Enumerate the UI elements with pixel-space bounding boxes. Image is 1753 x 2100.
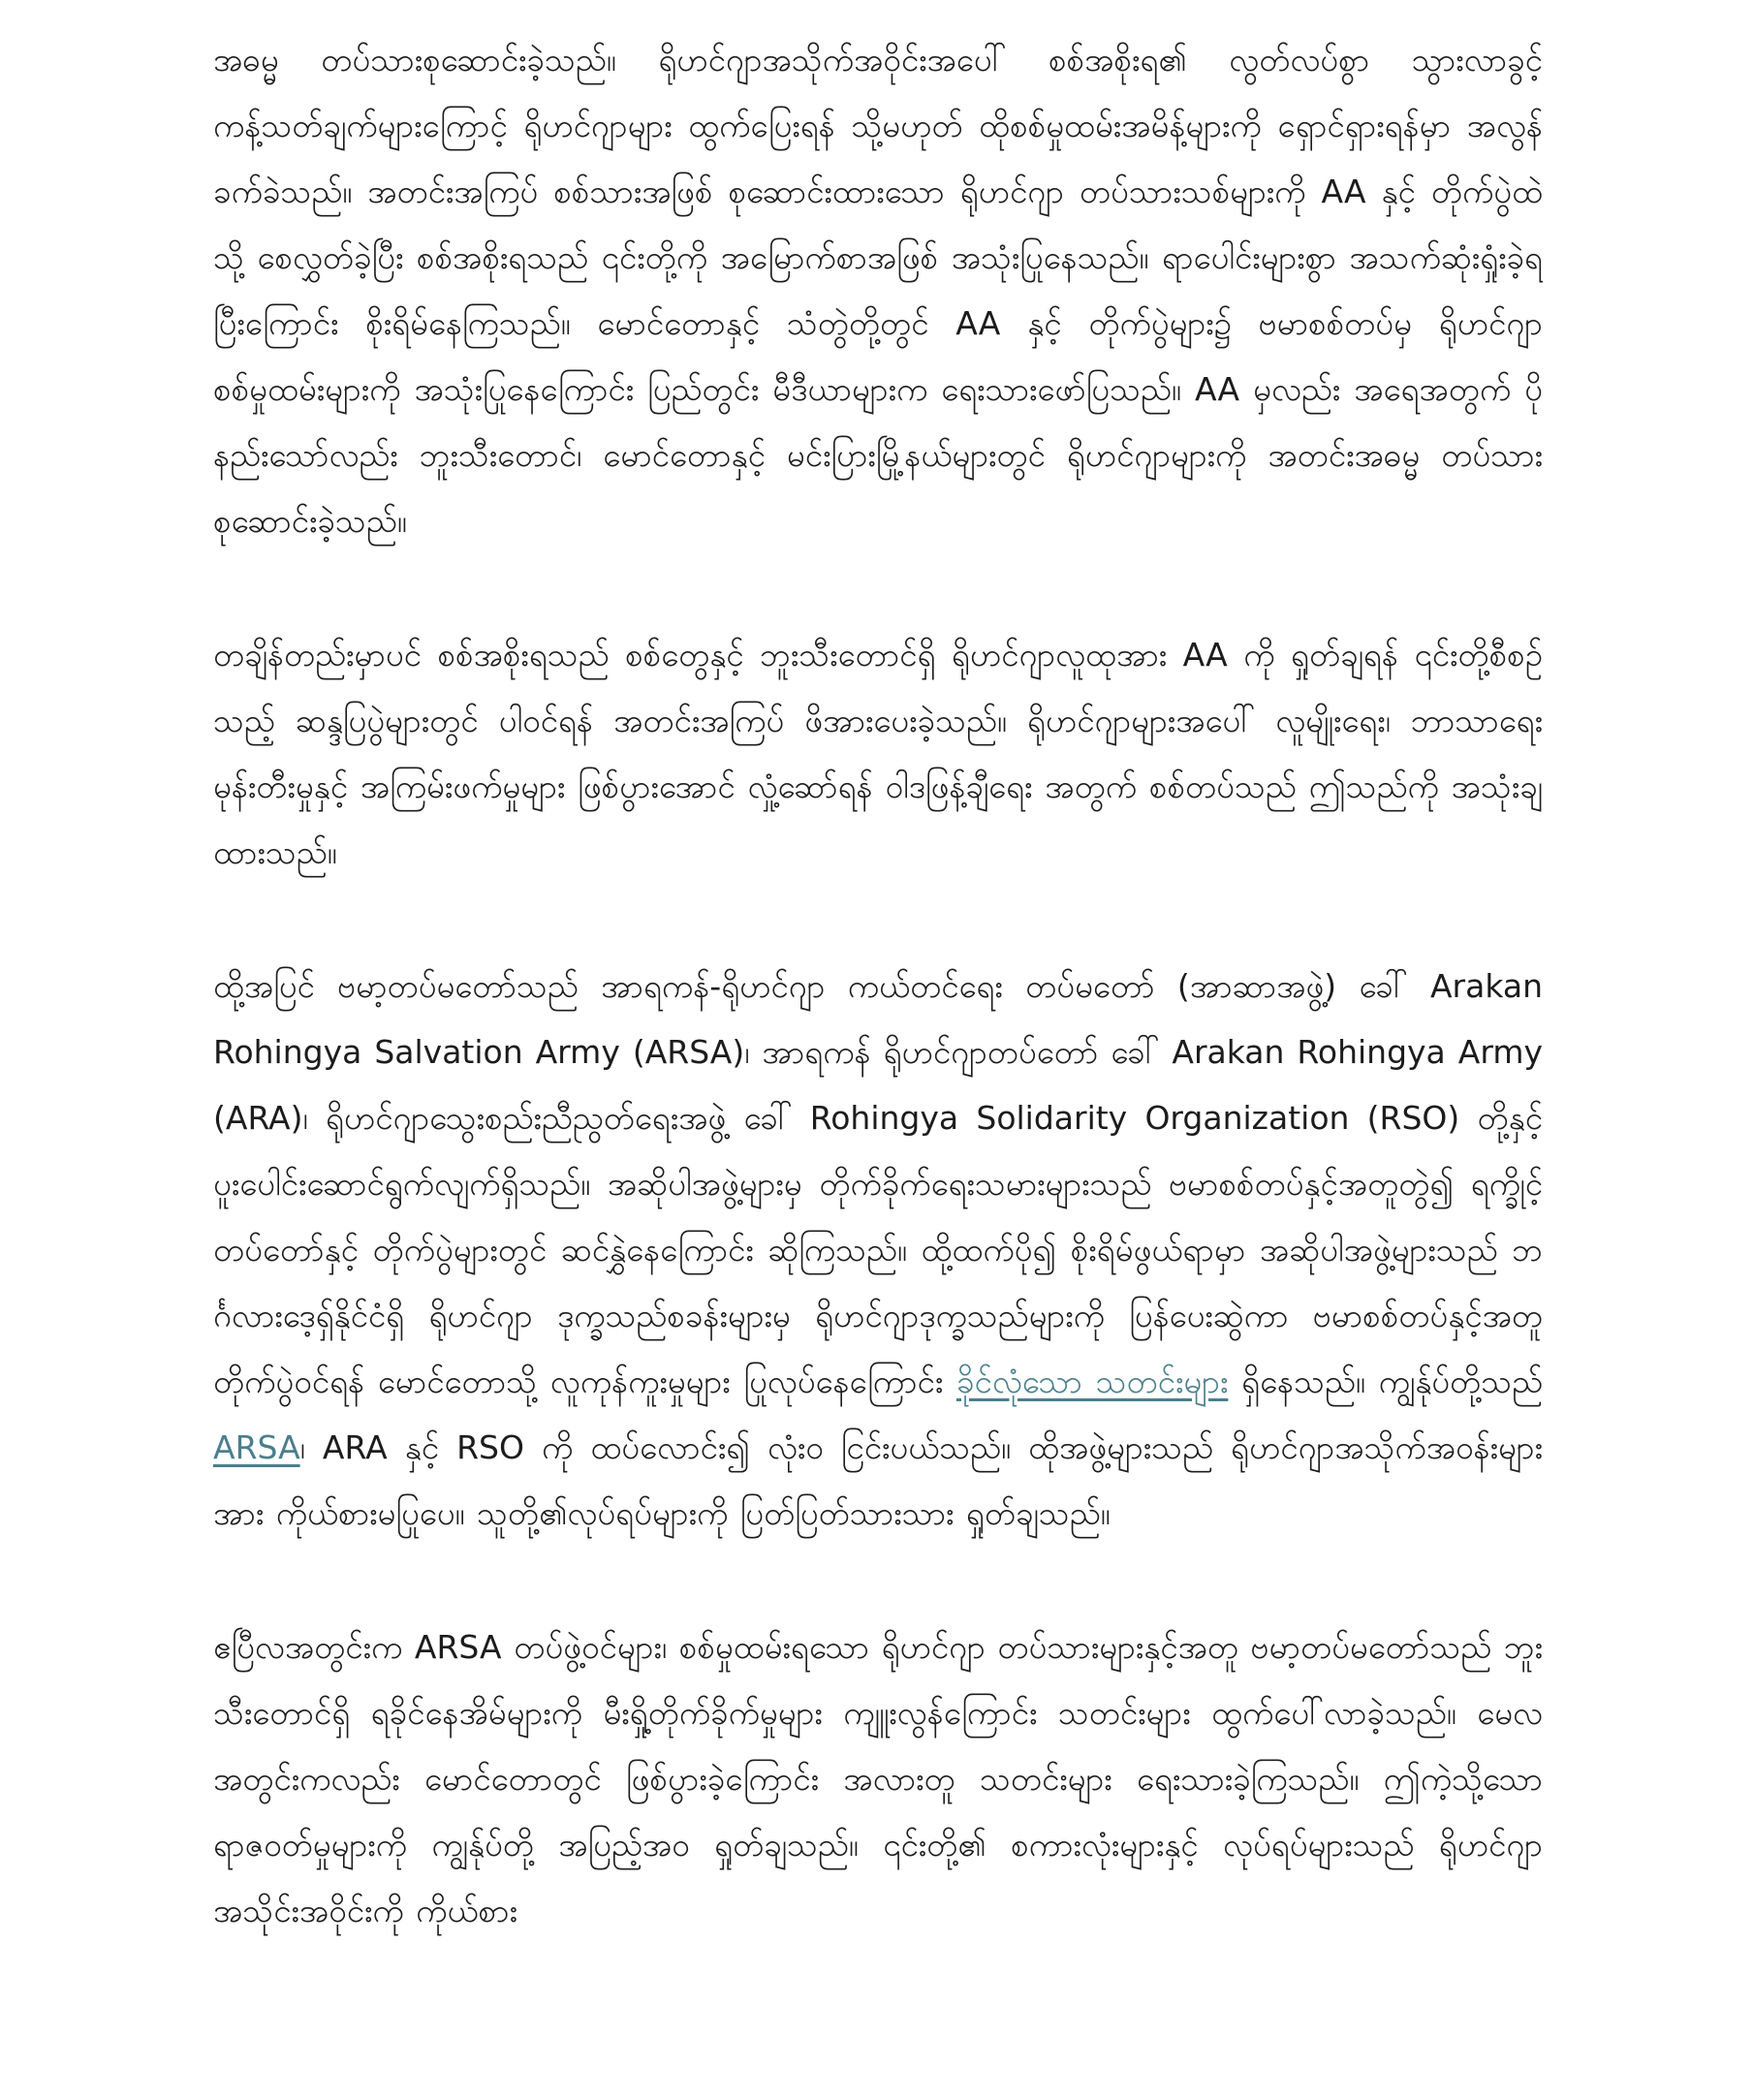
credible-reports-link[interactable]: ခိုင်လုံသော သတင်းများ	[955, 1363, 1229, 1400]
paragraph-propaganda-protests: တချိန်တည်းမှာပင် စစ်အစိုးရသည် စစ်တွေနှင့် ဘူးသီးတောင်ရှိ ရိုဟင်ဂျာလူထုအား AA ကို ရှုတ်ချရန် ၎င်းတို့စီစဉ်သည့် ဆန္ဒပြပွဲများတွင် ပါဝင်ရန် အတင်းအကြပ် ဖိအားပေးခဲ့သည်။ ရိုဟင်ဂျာများအပေါ် လူမျိုးရေး၊ ဘာသာရေးမုန်းတီးမှုနှင့် အကြမ်းဖက်မှုများ ဖြစ်ပွားအောင် လှုံ့ဆော်ရန် ဝါဒဖြန့်ချီရေး အတွက် စစ်တပ်သည် ဤသည်ကို အသုံးချထားသည်။	[213, 636, 1543, 871]
document-page	[213, 27, 1543, 2091]
paragraph-arson-attacks: ဧပြီလအတွင်းက ARSA တပ်ဖွဲ့ဝင်များ၊ စစ်မှုထမ်းရသော ရိုဟင်ဂျာ တပ်သားများနှင့်အတူ ဗမာ့တပ်မတော်သည် ဘူးသီးတောင်ရှိ ရခိုင်နေအိမ်များကို မီးရှို့တိုက်ခိုက်မှုများ ကျူးလွန်ကြောင်း သတင်းများ ထွက်ပေါ်လာခဲ့သည်။ မေလအတွင်းကလည်း မောင်တောတွင် ဖြစ်ပွားခဲ့ကြောင်း အလားတူ သတင်းများ ရေးသားခဲ့ကြသည်။ ဤကဲ့သို့သော ရာဇဝတ်မှုများကို ကျွန်ုပ်တို့ အပြည့်အဝ ရှုတ်ချသည်။ ၎င်းတို့၏ စကားလုံးများနှင့် လုပ်ရပ်များသည် ရိုဟင်ဂျာအသိုင်းအဝိုင်းကို ကိုယ်စား	[213, 1628, 1543, 1929]
paragraph-forced-recruitment: အဓမ္မ တပ်သားစုဆောင်းခဲ့သည်။ ရိုဟင်ဂျာအသိုက်အဝိုင်းအပေါ် စစ်အစိုးရ၏ လွတ်လပ်စွာ သွားလာခွင့် ကန့်သတ်ချက်များကြောင့် ရိုဟင်ဂျာများ ထွက်ပြေးရန် သို့မဟုတ် ထိုစစ်မှုထမ်းအမိန့်များကို ရှောင်ရှားရန်မှာ အလွန်ခက်ခဲသည်။ အတင်းအကြပ် စစ်သားအဖြစ် စုဆောင်းထားသော ရိုဟင်ဂျာ တပ်သားသစ်များကို AA နှင့် တိုက်ပွဲထဲသို့ စေလွှတ်ခဲ့ပြီး စစ်အစိုးရသည် ၎င်းတို့ကို အမြောက်စာအဖြစ် အသုံးပြုနေသည်။ ရာပေါင်းများစွာ အသက်ဆုံးရှုံးခဲ့ရပြီးကြောင်း စိုးရိမ်နေကြသည်။ မောင်တောနှင့် သံတွဲတို့တွင် AA နှင့် တိုက်ပွဲများ၌ ဗမာစစ်တပ်မှ ရိုဟင်ဂျာ စစ်မှုထမ်းများကို အသုံးပြုနေကြောင်း ပြည်တွင်း မီဒီယာများက ရေးသားဖော်ပြသည်။ AA မှလည်း အရေအတွက် ပိုနည်းသော်လည်း ဘူးသီးတောင်၊ မောင်တောနှင့် မင်းပြားမြို့နယ်များတွင် ရိုဟင်ဂျာများကို အတင်းအဓမ္မ တပ်သားစုဆောင်းခဲ့သည်။	[213, 41, 1543, 540]
paragraph-text-middle: ရှိနေသည်။ ကျွန်ုပ်တို့သည်	[1228, 1363, 1543, 1400]
paragraph-armed-groups	[213, 954, 1543, 1547]
paragraph-text-end: ၊ ARA နှင့် RSO ကို ထပ်လောင်း၍ လုံးဝ ငြင်းပယ်သည်။ ထိုအဖွဲ့များသည် ရိုဟင်ဂျာအသိုက်အဝန်းများအား ကိုယ်စားမပြုပေ။ သူတို့၏လုပ်ရပ်များကို ပြတ်ပြတ်သားသား ရှုတ်ချသည်။	[213, 1428, 1543, 1532]
paragraph-text-start: ထို့အပြင် ဗမာ့တပ်မတော်သည် အာရကန်-ရိုဟင်ဂျာ ကယ်တင်ရေး တပ်မတော် (အာဆာအဖွဲ့) ခေါ် Arakan Rohingya Salvation Army (ARSA)၊ အာရကန် ရိုဟင်ဂျာတပ်တော် ခေါ် Arakan Rohingya Army (ARA)၊ ရိုဟင်ဂျာသွေးစည်းညီညွတ်ရေးအဖွဲ့ ခေါ် Rohingya Solidarity Organization (RSO) တို့နှင့် ပူးပေါင်းဆောင်ရွက်လျက်ရှိသည်။ အဆိုပါအဖွဲ့များမှ တိုက်ခိုက်ရေးသမားများသည် ဗမာစစ်တပ်နှင့်အတူတွဲ၍ ရက္ခိုင့်တပ်တော်နှင့် တိုက်ပွဲများတွင် ဆင်နွှဲနေကြောင်း ဆိုကြသည်။ ထို့ထက်ပို၍ စိုးရိမ်ဖွယ်ရာမှာ အဆိုပါအဖွဲ့များသည် ဘင်္ဂလားဒေ့ရှ်နိုင်ငံရှိ ရိုဟင်ဂျာ ဒုက္ခသည်စခန်းများမှ ရိုဟင်ဂျာဒုက္ခသည်များကို ပြန်ပေးဆွဲကာ ဗမာစစ်တပ်နှင့်အတူ တိုက်ပွဲဝင်ရန် မောင်တောသို့ လူကုန်ကူးမှုများ ပြုလုပ်နေကြောင်း	[213, 967, 1543, 1400]
arsa-link[interactable]: ARSA	[213, 1428, 300, 1466]
